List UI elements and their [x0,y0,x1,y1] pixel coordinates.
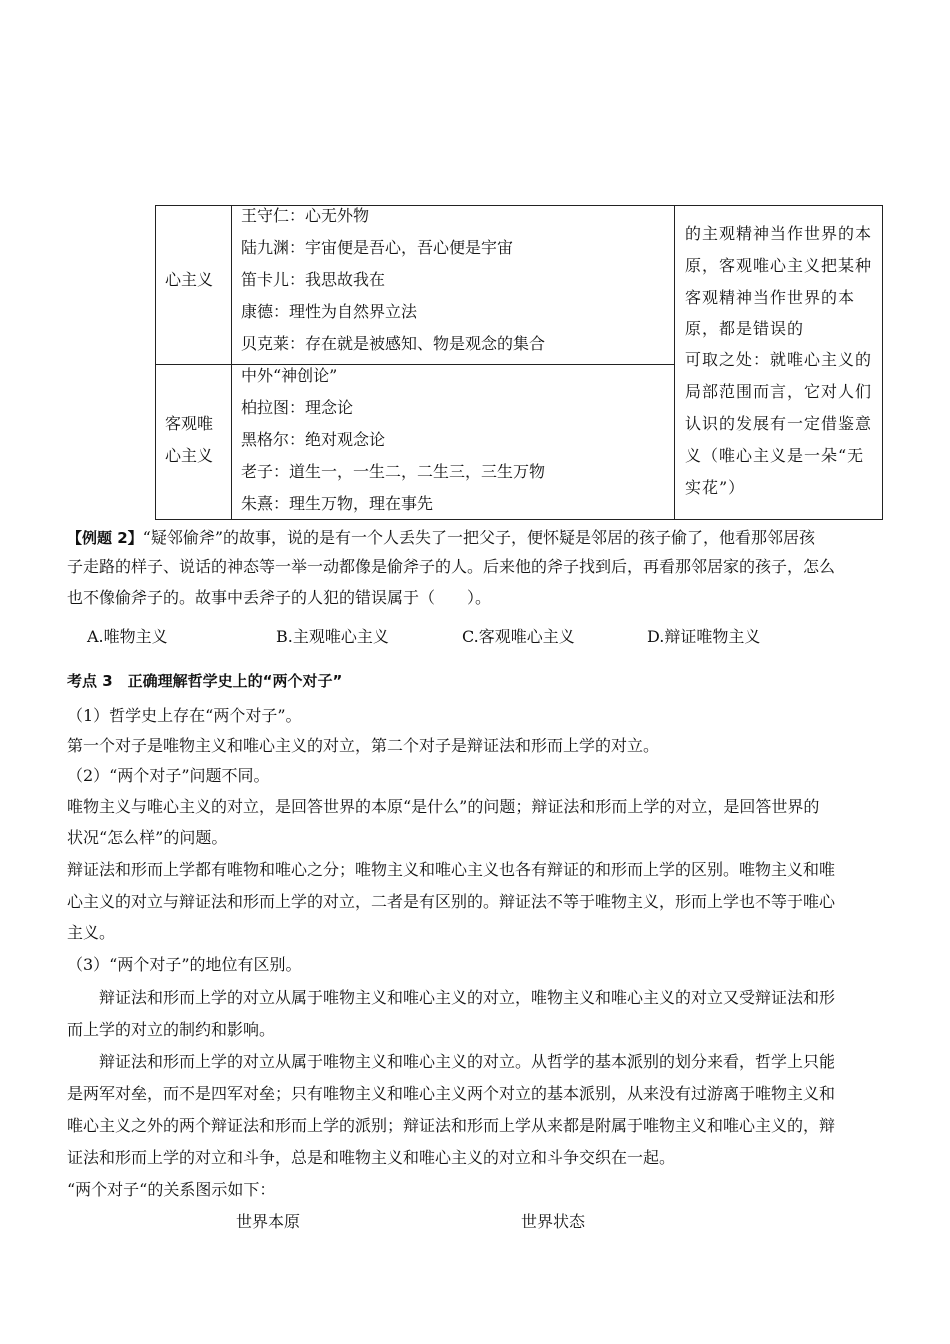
option-b: B.主观唯心主义 [276,627,389,646]
right-col-line: 局部范围而言，它对人们 [685,382,873,401]
right-col-line: 认识的发展有一定借鉴意 [685,414,873,433]
section3-line: “两个对子“的关系图示如下： [67,1180,276,1199]
example2-tag: 【例题 2】 [67,529,143,547]
section3-line: 辩证法和形而上学的对立从属于唯物主义和唯心主义的对立。从哲学的基本派别的划分来看，哲学上只能 [67,1052,836,1071]
table-divider-col2 [674,206,675,519]
diagram-label-world-state: 世界状态 [521,1212,586,1231]
section3-line: （1）哲学史上存在“两个对子”。 [67,706,302,725]
row1-item: 康德：理性为自然界立法 [241,302,418,321]
section3-line: 主义。 [67,923,116,942]
right-col-line: 原，客观唯心主义把某种 [685,256,873,275]
section3-line: 辩证法和形而上学都有唯物和唯心之分；唯物主义和唯心主义也各有辩证的和形而上学的区别。唯物主义和唯 [67,860,836,879]
section3-line: 唯物主义与唯心主义的对立，是回答世界的本原“是什么”的问题；辩证法和形而上学的对立，是回答世界的 [67,797,820,816]
section3-line: （2）“两个对子”问题不同。 [67,766,270,785]
option-c: C.客观唯心主义 [462,627,575,646]
row2-label-line1: 客观唯 [165,414,214,433]
section3-line: 第一个对子是唯物主义和唯心主义的对立，第二个对子是辩证法和形而上学的对立。 [67,736,660,755]
table-divider-row [156,364,675,365]
right-col-line: 实花”） [685,478,746,497]
table-divider-col1 [231,206,232,519]
philosophy-table [155,205,883,520]
row1-item: 陆九渊：宇宙便是吾心，吾心便是宇宙 [241,238,514,257]
row2-label-line2: 心主义 [165,446,214,465]
option-a: A.唯物主义 [87,627,168,646]
section3-line: 证法和形而上学的对立和斗争，总是和唯物主义和唯心主义的对立和斗争交织在一起。 [67,1148,676,1167]
row2-item: 黑格尔：绝对观念论 [241,430,386,449]
right-col-line: 原，都是错误的 [685,319,805,338]
section3-line: 是两军对垒，而不是四军对垒；只有唯物主义和唯心主义两个对立的基本派别，从来没有过游离于唯物主义和 [67,1084,836,1103]
section3-line: 心主义的对立与辩证法和形而上学的对立，二者是有区别的。辩证法不等于唯物主义，形而上学也不等于唯心 [67,892,836,911]
right-col-line: 义（唯心主义是一朵“无 [685,446,865,465]
section3-line: 唯心主义之外的两个辩证法和形而上学的派别；辩证法和形而上学从来都是附属于唯物主义和唯心主义的，辩 [67,1116,836,1135]
row1-item: 王守仁：心无外物 [241,206,370,225]
option-d: D.辩证唯物主义 [647,627,761,646]
row2-item: 朱熹：理生万物，理在事先 [241,494,434,513]
section3-heading: 考点 3 正确理解哲学史上的“两个对子” [67,672,343,690]
row2-item: 柏拉图：理念论 [241,398,354,417]
row1-item: 贝克莱：存在就是被感知、物是观念的集合 [241,334,546,353]
diagram-label-world-origin: 世界本原 [236,1212,301,1231]
example2-line2: 子走路的样子、说话的神态等一举一动都像是偷斧子的人。后来他的斧子找到后，再看那邻居家的孩子，怎么 [67,557,836,576]
right-col-line: 客观精神当作世界的本 [685,288,856,307]
section3-line: 状况“怎么样”的问题。 [67,828,228,847]
right-col-line: 可取之处：就唯心主义的 [685,350,873,369]
example2-line3: 也不像偷斧子的。故事中丢斧子的人犯的错误属于（ ）。 [67,588,492,607]
section3-line: （3）“两个对子”的地位有区别。 [67,955,302,974]
row2-item: 老子：道生一，一生二，二生三，三生万物 [241,462,546,481]
row1-item: 笛卡儿：我思故我在 [241,270,386,289]
example2-line1: 【例题 2】“疑邻偷斧”的故事，说的是有一个人丢失了一把父子，便怀疑是邻居的孩子偷了，他看那邻居孩 [67,528,816,547]
section3-line: 而上学的对立的制约和影响。 [67,1020,276,1039]
row2-item: 中外“神创论” [241,366,338,385]
section3-line: 辩证法和形而上学的对立从属于唯物主义和唯心主义的对立，唯物主义和唯心主义的对立又受辩证法和形 [67,988,836,1007]
right-col-line: 的主观精神当作世界的本 [685,224,873,243]
row1-label: 心主义 [165,270,214,289]
